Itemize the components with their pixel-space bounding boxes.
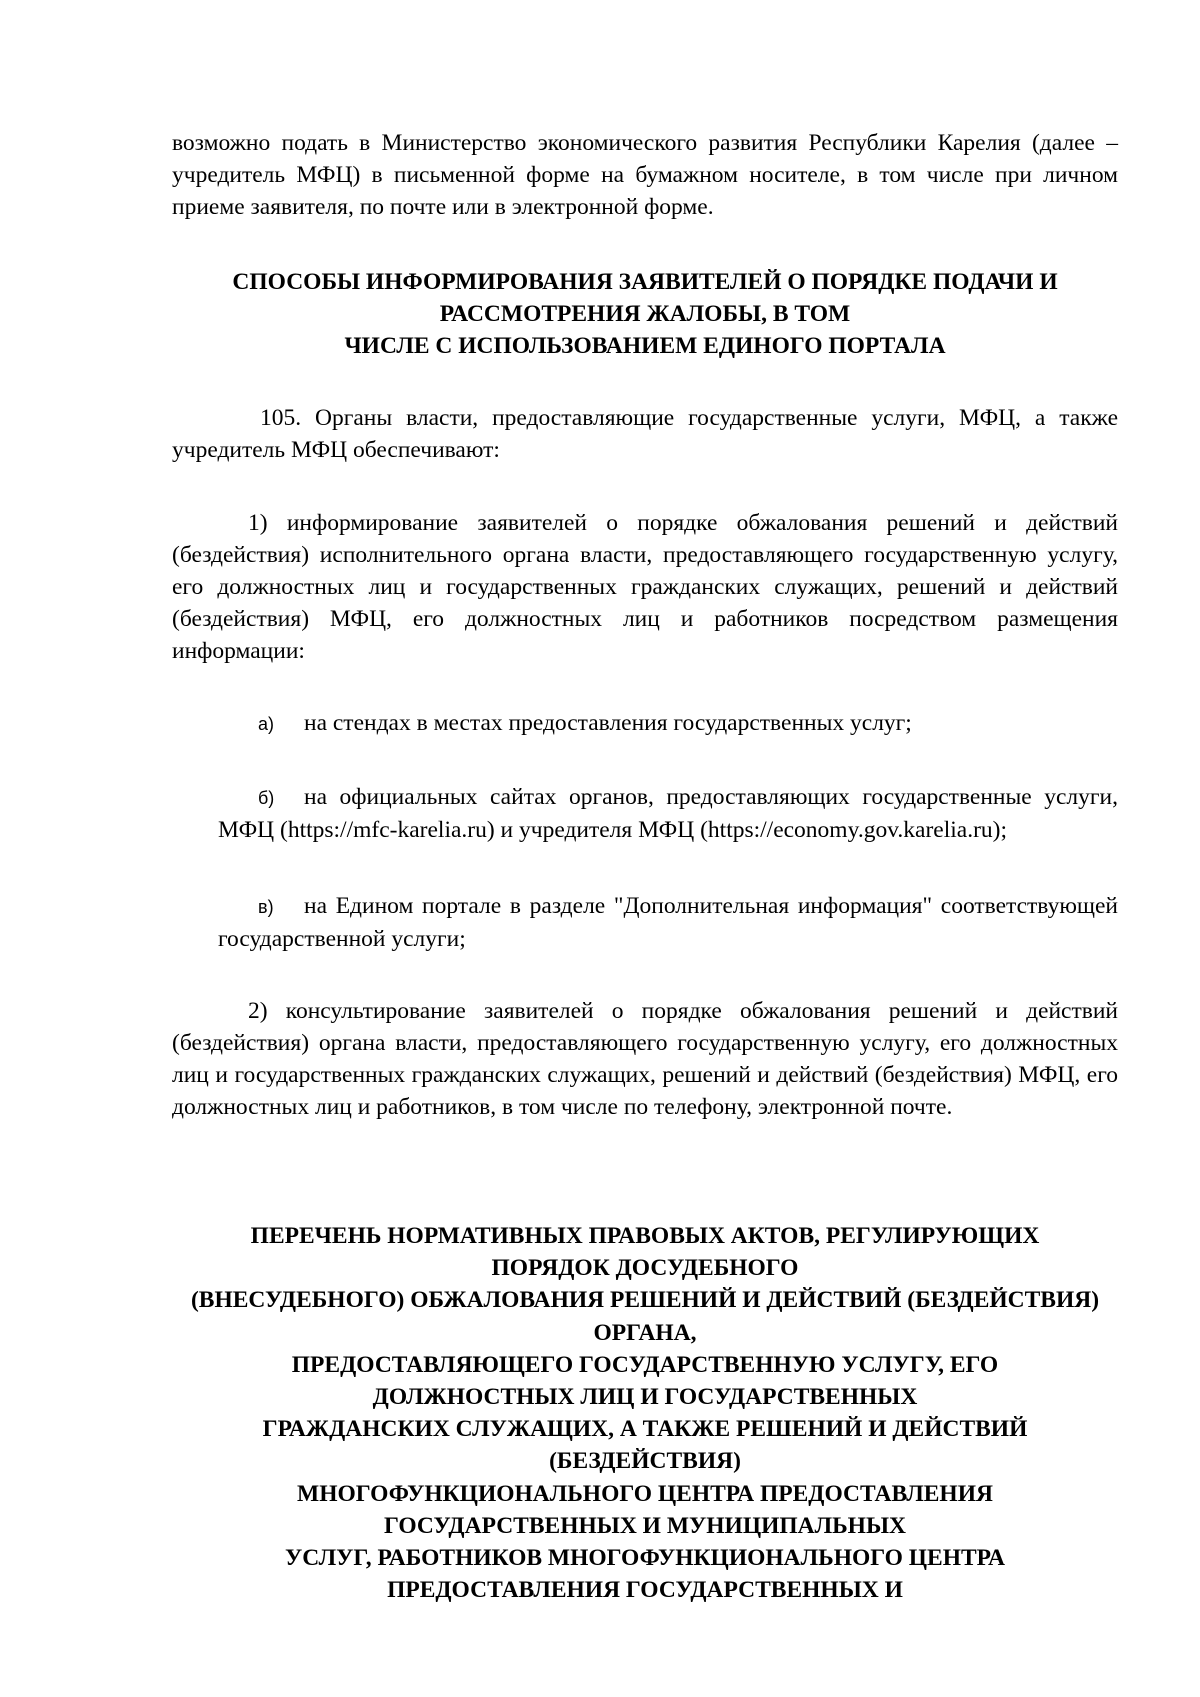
- paragraph-105: 105. Органы власти, предоставляющие государственные услуги, МФЦ, а также учредитель МФЦ обеспечивают:: [172, 405, 1118, 463]
- section1-heading-line: РАССМОТРЕНИЯ ЖАЛОБЫ, В ТОМ: [439, 301, 851, 327]
- sub-item-b: [218, 781, 1118, 846]
- section2-heading-line: ГРАЖДАНСКИХ СЛУЖАЩИХ, А ТАКЖЕ РЕШЕНИЙ И ДЕЙСТВИЙ: [262, 1416, 1028, 1443]
- section2-heading: [172, 1220, 1118, 1606]
- sub-item-b-text: на официальных сайтах органов, предоставляющих государственные услуги, МФЦ (https://mfc-karelia.ru) и учредителя МФЦ (https://economy.gov.karelia.ru);: [218, 784, 1118, 843]
- intro-paragraph: возможно подать в Министерство экономического развития Республики Карелия (далее – учредитель МФЦ) в письменной форме на бумажном носителе, в том числе при личном приеме заявителя, по почте или в электронной форме.: [172, 130, 1118, 220]
- sub-item-v-text: на Едином портале в разделе "Дополнительная информация" соответствующей государственной услуги;: [218, 893, 1118, 952]
- section2-heading-line: (БЕЗДЕЙСТВИЯ): [549, 1448, 741, 1475]
- section2-heading-line: ПРЕДОСТАВЛЕНИЯ ГОСУДАРСТВЕННЫХ И: [387, 1577, 903, 1604]
- sub-item-a: [218, 707, 1118, 740]
- section1-heading-line: ЧИСЛЕ С ИСПОЛЬЗОВАНИЕМ ЕДИНОГО ПОРТАЛА: [344, 333, 946, 359]
- sub-item-v: [218, 890, 1118, 955]
- section1-heading-line: СПОСОБЫ ИНФОРМИРОВАНИЯ ЗАЯВИТЕЛЕЙ О ПОРЯДКЕ ПОДАЧИ И: [232, 269, 1058, 295]
- section2-heading-line: ГОСУДАРСТВЕННЫХ И МУНИЦИПАЛЬНЫХ: [383, 1512, 907, 1539]
- section2-heading-line: ДОЛЖНОСТНЫХ ЛИЦ И ГОСУДАРСТВЕННЫХ: [372, 1384, 918, 1411]
- section2-heading-line: (ВНЕСУДЕБНОГО) ОБЖАЛОВАНИЯ РЕШЕНИЙ И ДЕЙСТВИЙ (БЕЗДЕЙСТВИЯ): [190, 1287, 1100, 1314]
- section2-heading-line: ПЕРЕЧЕНЬ НОРМАТИВНЫХ ПРАВОВЫХ АКТОВ, РЕГУЛИРУЮЩИХ: [250, 1223, 1040, 1249]
- sub-item-v-marker: в): [258, 897, 274, 917]
- sub-item-a-marker: а): [258, 714, 275, 734]
- list-item-1: 1) информирование заявителей о порядке обжалования решений и действий (бездействия) исполнительного органа власти, предоставляющего государственную услугу, его должностных лиц и государственных гражданских служащих, решений и действий (бездействия) МФЦ, его должностных лиц и работников посредством размещения информации:: [172, 510, 1118, 664]
- sub-item-a-text: на стендах в местах предоставления государственных услуг;: [304, 710, 912, 736]
- section2-heading-line: ОРГАНА,: [593, 1319, 697, 1346]
- section2-heading-line: ПОРЯДОК ДОСУДЕБНОГО: [491, 1255, 799, 1282]
- sub-item-b-marker: б): [258, 788, 275, 808]
- section2-heading-line: ПРЕДОСТАВЛЯЮЩЕГО ГОСУДАРСТВЕННУЮ УСЛУГУ, ЕГО: [291, 1351, 999, 1378]
- section2-heading-line: УСЛУГ, РАБОТНИКОВ МНОГОФУНКЦИОНАЛЬНОГО ЦЕНТРА: [285, 1545, 1005, 1572]
- section1-heading: [172, 266, 1118, 362]
- section2-heading-line: МНОГОФУНКЦИОНАЛЬНОГО ЦЕНТРА ПРЕДОСТАВЛЕНИЯ: [297, 1480, 993, 1507]
- list-item-2: 2) консультирование заявителей о порядке обжалования решений и действий (бездействия) органа власти, предоставляющего государственную услугу, его должностных лиц и государственных гражданских служащих, решений и действий (бездействия) МФЦ, его должностных лиц и работников, в том числе по телефону, электронной почте.: [172, 998, 1118, 1120]
